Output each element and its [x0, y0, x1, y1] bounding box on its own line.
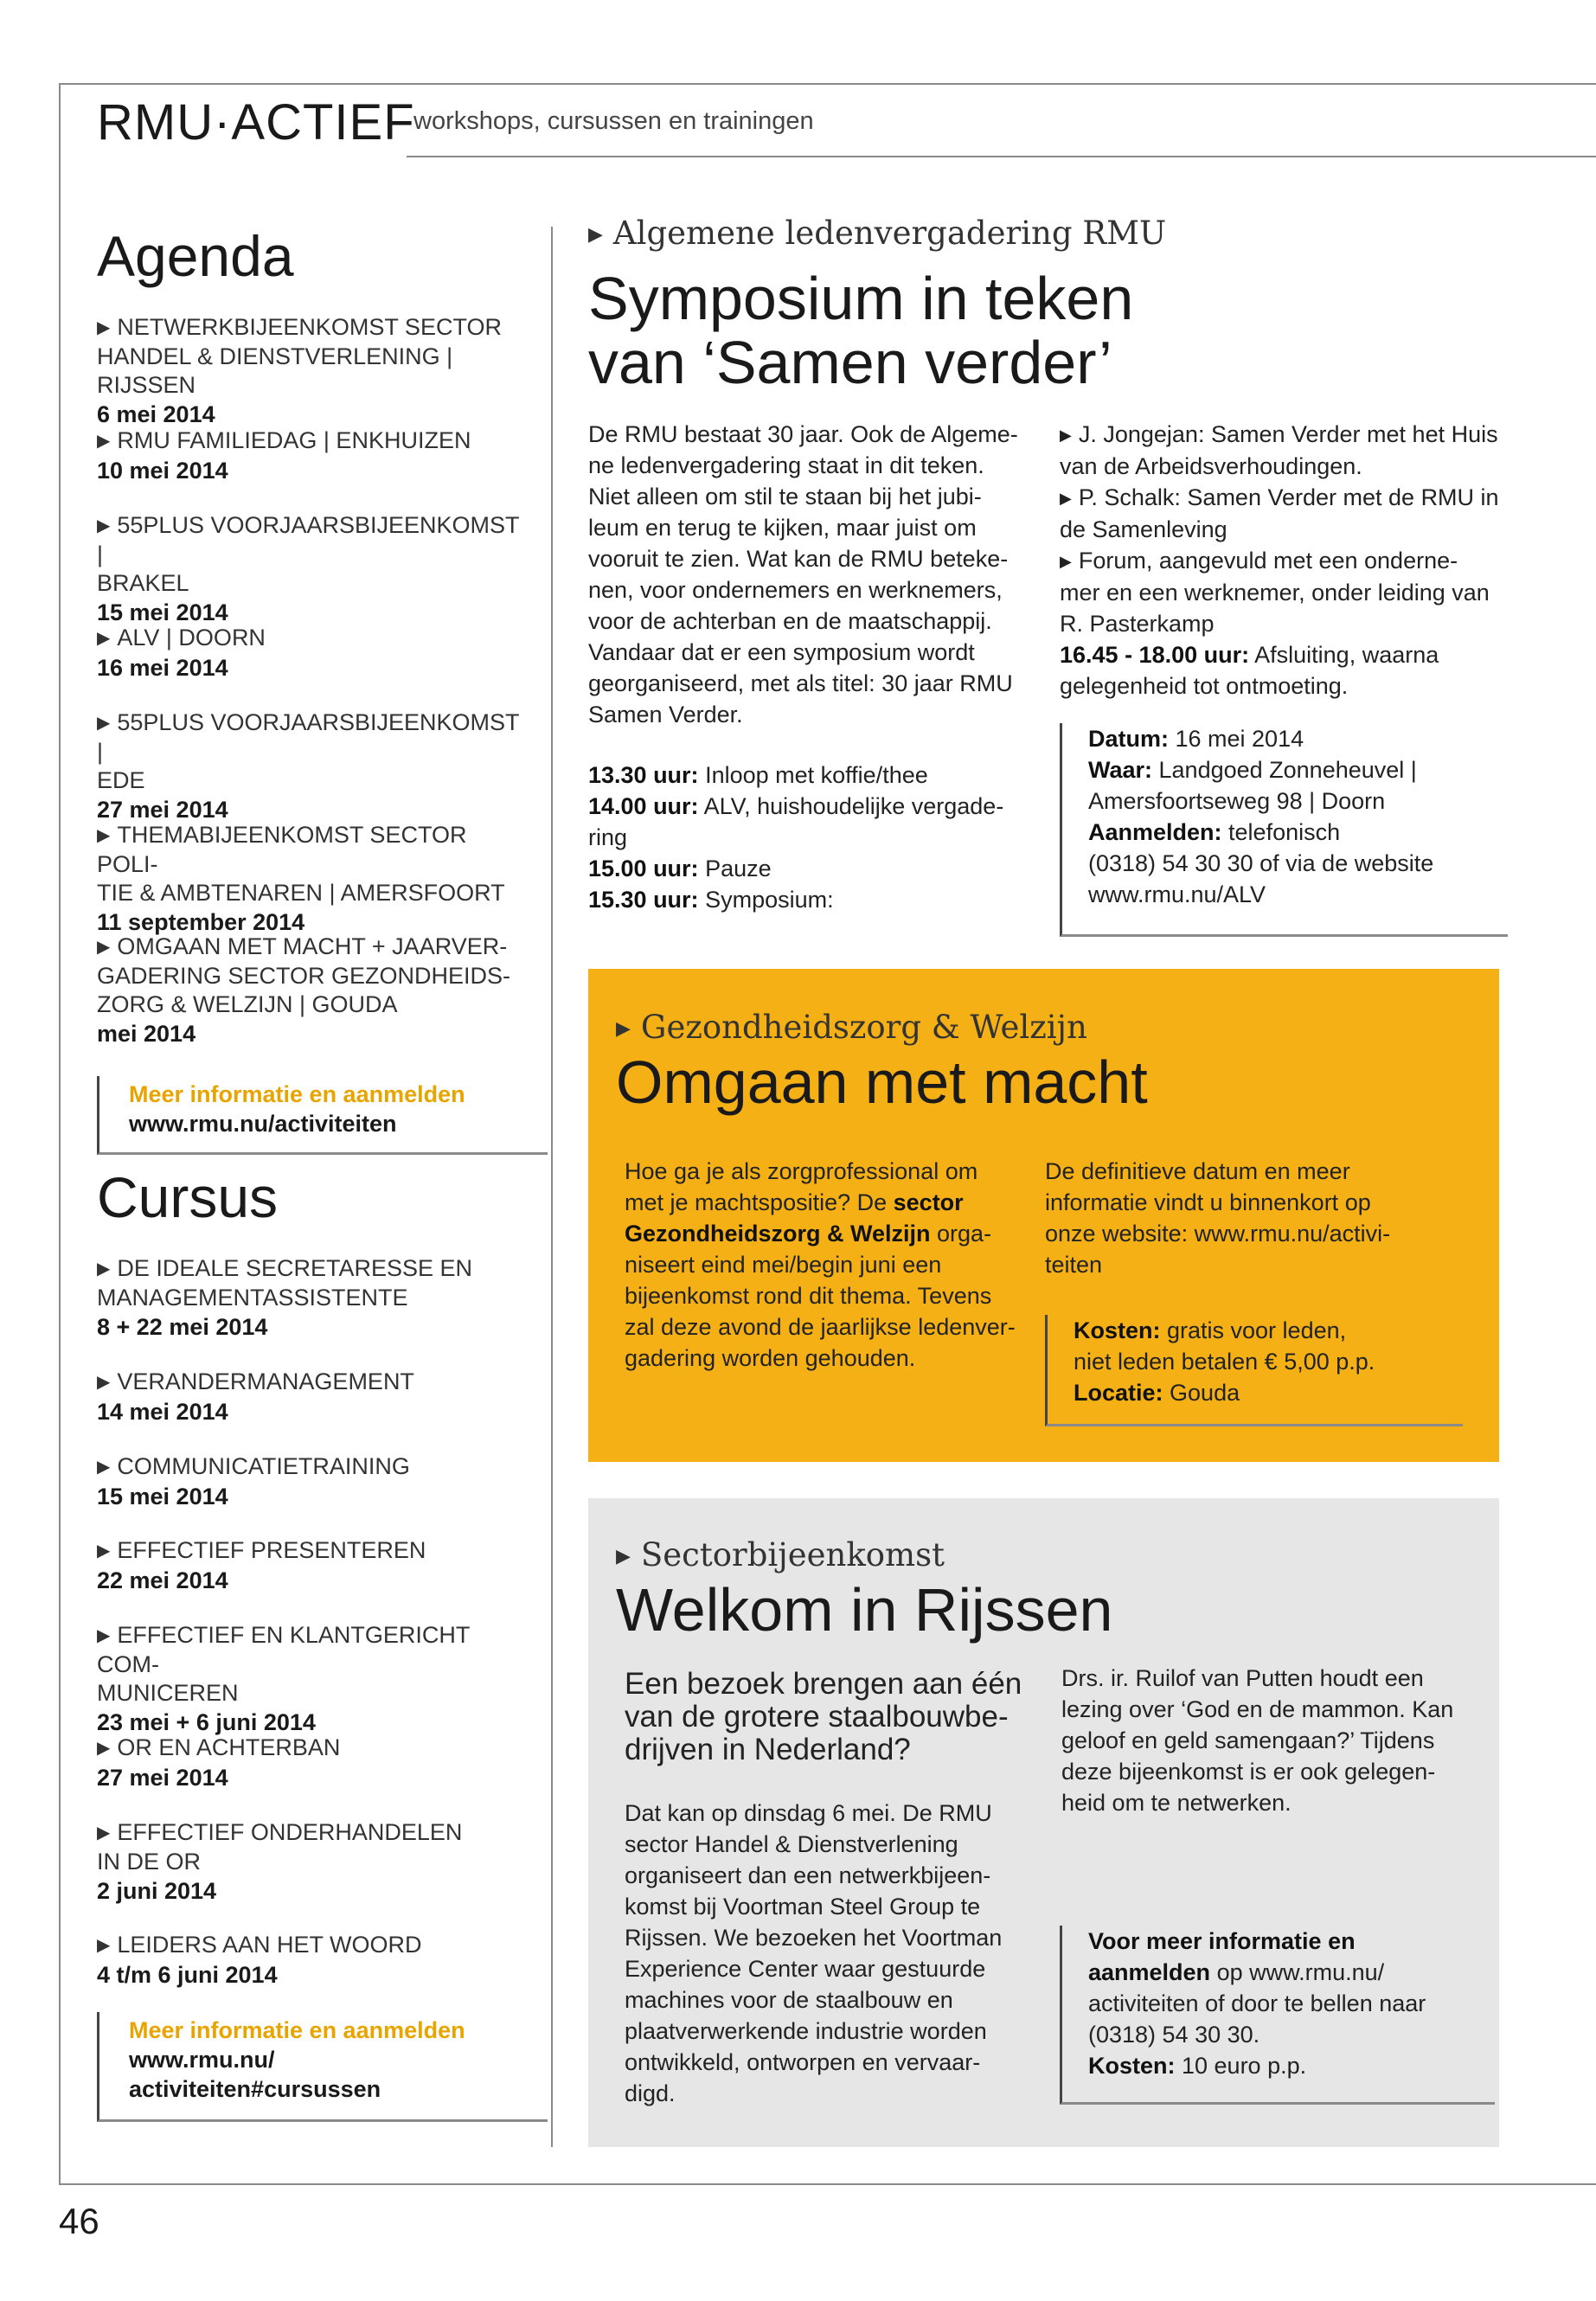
arrow-icon: ▶ — [97, 1739, 111, 1758]
arrow-icon: ▶ — [1060, 426, 1072, 444]
arrow-icon: ▶ — [97, 318, 111, 337]
arrow-icon: ▶ — [97, 1823, 111, 1843]
article-info-box: Datum: 16 mei 2014 Waar: Landgoed Zonneheuvel | Amersfoortseweg 98 | Doorn Aanmelden: telefonisch (0318) 54 30 30 of via de website www.rmu.nu/ALV — [1060, 723, 1508, 937]
arrow-icon: ▶ — [97, 432, 111, 451]
cursus-date: 15 mei 2014 — [97, 1484, 228, 1509]
agenda-item[interactable]: ▶ 55PLUS VOORJAARSBIJEENKOMST | EDE 27 mei 2014 — [97, 709, 520, 823]
arrow-icon: ▶ — [97, 714, 111, 733]
article-program: ▶ J. Jongejan: Samen Verder met het Huis van de Arbeidsverhoudingen. ▶ P. Schalk: Samen Verder met de RMU in de Samenleving ▶ Forum, aangevuld met een onderne- mer en een werknemer, onder leiding van R. Pasterkamp 16.45 - 18.00 uur: Afsluiting, waarna gelegenheid tot ontmoeting. — [1060, 421, 1499, 699]
article-kicker: ▶ Gezondheidszorg & Welzijn — [616, 1009, 1087, 1046]
article-body: Hoe ga je als zorgprofessional om met je machtspositie? De sector Gezondheidszorg & Welzijn orga- niseert eind mei/begin juni een bijeenkomst rond dit thema. Tevens zal deze avond de jaarlijkse ledenver- gadering worden gehouden. — [625, 1158, 1016, 1371]
cursus-item[interactable]: ▶ EFFECTIEF EN KLANTGERICHT COM- MUNICEREN 23 mei + 6 juni 2014 — [97, 1621, 521, 1737]
article-info-box: Kosten: gratis voor leden, niet leden betalen € 5,00 p.p. Locatie: Gouda — [1045, 1315, 1463, 1426]
agenda-item[interactable]: ▶ 55PLUS VOORJAARSBIJEENKOMST | BRAKEL 15 mei 2014 — [97, 512, 520, 625]
arrow-icon: ▶ — [97, 1373, 111, 1392]
cursus-date: 23 mei + 6 juni 2014 — [97, 1709, 316, 1735]
frame-left-rule — [59, 83, 61, 2185]
arrow-icon: ▶ — [97, 1458, 111, 1477]
arrow-icon: ▶ — [588, 224, 603, 246]
arrow-icon: ▶ — [97, 1626, 111, 1645]
article-headline: Omgaan met macht — [616, 1048, 1148, 1116]
agenda-item[interactable]: ▶ THEMABIJEENKOMST SECTOR POLI- TIE & AMBTENAREN | AMERSFOORT 11 september 2014 — [97, 821, 521, 937]
arrow-icon: ▶ — [97, 1936, 111, 1955]
cursus-date: 27 mei 2014 — [97, 1765, 228, 1791]
arrow-icon: ▶ — [97, 1259, 111, 1279]
agenda-item[interactable]: ▶ NETWERKBIJEENKOMST SECTOR HANDEL & DIENSTVERLENING | RIJSSEN 6 mei 2014 — [97, 313, 521, 429]
frame-top-rule — [59, 83, 1596, 85]
more-info-label: Meer informatie en aanmelden — [129, 2017, 465, 2043]
brand-title: RMU·ACTIEF — [97, 94, 415, 151]
cursus-item[interactable]: ▶ EFFECTIEF ONDERHANDELEN IN DE OR 2 juni 2014 — [97, 1818, 521, 1906]
article-body-right: Drs. ir. Ruilof van Putten houdt een lezing over ‘God en de mammon. Kan geloof en geld samengaan?’ Tijdens deze bijeenkomst is er ook gelegen- heid om te netwerken. — [1061, 1665, 1454, 1816]
article-kicker: ▶ Sectorbijeenkomst — [616, 1536, 945, 1574]
article-intro: De RMU bestaat 30 jaar. Ook de Algeme- ne ledenvergadering staat in dit teken. Niet alleen om stil te staan bij het jubi- leum en terug te kijken, maar juist om vooruit te zien. Wat kan de RMU beteke- nen, voor ondernemers en werknemers, voor de achterban en de maatschappij. Vandaar dat er een symposium wordt georganiseerd, met als titel: 30 jaar RMU Samen Verder. — [588, 421, 1018, 727]
arrow-icon: ▶ — [97, 826, 111, 845]
agenda-date: 6 mei 2014 — [97, 401, 215, 427]
agenda-item[interactable]: ▶ RMU FAMILIEDAG | ENKHUIZEN 10 mei 2014 — [97, 426, 521, 485]
arrow-icon: ▶ — [1060, 553, 1072, 570]
cursus-more-info — [97, 2012, 548, 2122]
article-info-box: Voor meer informatie en aanmelden op www.rmu.nu/ activiteiten of door te bellen naar (0318) 54 30 30. Kosten: 10 euro p.p. — [1060, 1926, 1495, 2105]
more-info-label: Meer informatie en aanmelden — [129, 1081, 465, 1107]
article-lead: Een bezoek brengen aan één van de grotere staalbouwbe- drijven in Nederland? — [625, 1667, 1022, 1766]
cursus-heading: Cursus — [97, 1165, 279, 1229]
header-subtitle: workshops, cursussen en trainingen — [413, 107, 814, 135]
cursus-item[interactable]: ▶ VERANDERMANAGEMENT 14 mei 2014 — [97, 1368, 521, 1426]
arrow-icon: ▶ — [97, 938, 111, 957]
agenda-date: 16 mei 2014 — [97, 655, 228, 681]
agenda-date: 15 mei 2014 — [97, 599, 228, 625]
cursus-date: 4 t/m 6 juni 2014 — [97, 1962, 278, 1988]
more-info-link[interactable]: www.rmu.nu/ — [129, 2047, 275, 2073]
arrow-icon: ▶ — [616, 1546, 631, 1567]
agenda-date: 27 mei 2014 — [97, 797, 228, 823]
cursus-date: 8 + 22 mei 2014 — [97, 1314, 268, 1340]
arrow-icon: ▶ — [616, 1018, 631, 1040]
cursus-item[interactable]: ▶ LEIDERS AAN HET WOORD 4 t/m 6 juni 2014 — [97, 1931, 521, 1990]
cursus-item[interactable]: ▶ EFFECTIEF PRESENTEREN 22 mei 2014 — [97, 1536, 521, 1595]
arrow-icon: ▶ — [97, 1541, 111, 1561]
cursus-item[interactable]: ▶ DE IDEALE SECRETARESSE EN MANAGEMENTASSISTENTE 8 + 22 mei 2014 — [97, 1254, 521, 1342]
article-body-right: De definitieve datum en meer informatie vindt u binnenkort op onze website: www.rmu.nu/activi- teiten — [1045, 1158, 1391, 1278]
frame-bottom-rule — [59, 2183, 1596, 2185]
cursus-date: 22 mei 2014 — [97, 1567, 228, 1593]
cursus-date: 2 juni 2014 — [97, 1878, 217, 1904]
page-number: 46 — [59, 2201, 99, 2241]
agenda-heading: Agenda — [97, 224, 294, 288]
article-kicker: ▶ Algemene ledenvergadering RMU — [588, 215, 1167, 252]
arrow-icon: ▶ — [97, 516, 111, 535]
header-rule — [407, 156, 1596, 157]
article-headline: Welkom in Rijssen — [616, 1576, 1113, 1644]
article-schedule: 13.30 uur: Inloop met koffie/thee 14.00 uur: ALV, huishoudelijke vergade- ring 15.00 uur: Pauze 15.30 uur: Symposium: — [588, 762, 1004, 913]
article-body: Dat kan op dinsdag 6 mei. De RMU sector Handel & Dienstverlening organiseert dan een netwerkbijeen- komst bij Voortman Steel Group te Rijssen. We bezoeken het Voortman Experience Center waar gestuurde machines voor de staalbouw en plaatverwerkende industrie worden ontwikkeld, ontworpen en vervaar- digd. — [625, 1800, 1003, 2106]
agenda-date: 10 mei 2014 — [97, 458, 228, 484]
article-headline: Symposium in teken van ‘Samen verder’ — [588, 265, 1134, 396]
agenda-date: mei 2014 — [97, 1021, 196, 1047]
arrow-icon: ▶ — [97, 629, 111, 648]
more-info-link[interactable]: www.rmu.nu/activiteiten — [129, 1111, 397, 1137]
arrow-icon: ▶ — [1060, 490, 1072, 507]
cursus-date: 14 mei 2014 — [97, 1399, 228, 1425]
cursus-item[interactable]: ▶ COMMUNICATIETRAINING 15 mei 2014 — [97, 1452, 521, 1511]
agenda-item[interactable]: ▶ ALV | DOORN 16 mei 2014 — [97, 624, 521, 683]
agenda-date: 11 september 2014 — [97, 909, 305, 935]
column-divider — [551, 227, 553, 2147]
more-info-link[interactable]: activiteiten#cursussen — [129, 2076, 381, 2102]
cursus-item[interactable]: ▶ OR EN ACHTERBAN 27 mei 2014 — [97, 1734, 521, 1792]
agenda-more-info — [97, 1076, 548, 1155]
agenda-item[interactable]: ▶ OMGAAN MET MACHT + JAARVER- GADERING SECTOR GEZONDHEIDS- ZORG & WELZIJN | GOUDA mei 2014 — [97, 933, 521, 1048]
website-link[interactable]: www.rmu.nu/ALV — [1088, 881, 1266, 907]
